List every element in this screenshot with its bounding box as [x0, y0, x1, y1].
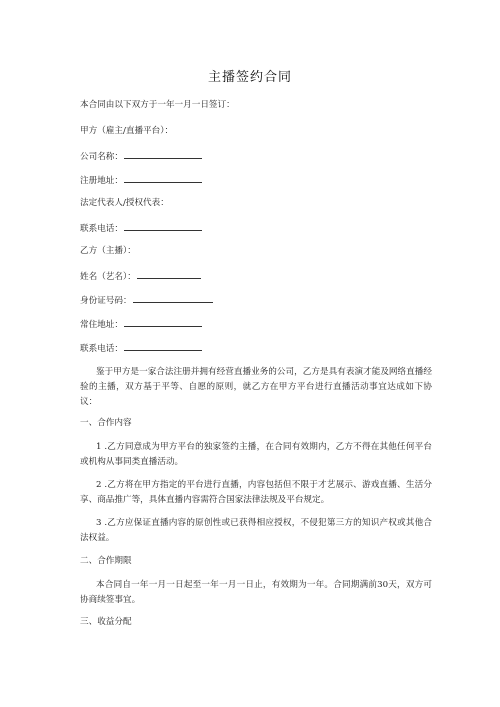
party-a-phone-label: 联系电话： — [80, 224, 123, 234]
stage-name-row — [80, 270, 201, 283]
company-name-label: 公司名称： — [80, 152, 123, 162]
registered-address-label: 注册地址： — [80, 176, 123, 186]
clause-1-3: 3 .乙方应保证直播内容的原创性或已获得相应授权，不侵犯第三方的知识产权或其他合法权益。 — [80, 518, 432, 543]
legal-rep-label: 法定代表人/授权代表： — [80, 198, 169, 208]
id-number-label: 身份证号码： — [80, 296, 132, 306]
party-a-phone-field[interactable] — [124, 222, 202, 231]
residence-address-label: 常住地址： — [80, 320, 123, 330]
section-2-heading: 二、合作期限 — [80, 556, 132, 566]
section-1-heading: 一、合作内容 — [80, 418, 132, 428]
section-3-heading: 三、收益分配 — [80, 617, 132, 627]
id-number-row — [80, 294, 213, 307]
stage-name-field[interactable] — [137, 270, 201, 279]
clause-1-1: 1 .乙方同意成为甲方平台的独家签约主播，在合同有效期内，乙方不得在其他任何平台或机构从事同类直播活动。 — [80, 442, 432, 467]
party-b-phone-field[interactable] — [124, 342, 202, 351]
clause-1-2: 2 .乙方将在甲方指定的平台进行直播，内容包括但不限于才艺展示、游戏直播、生活分享、商品推广等，具体直播内容需符合国家法律法规及平台规定。 — [80, 480, 432, 505]
term-paragraph: 本合同自一年一月一日起至一年一月一日止，有效期为一年。合同期满前30天，双方可协商续签事宜。 — [80, 580, 432, 605]
party-b-heading: 乙方（主播）： — [80, 246, 136, 256]
intro-line: 本合同由以下双方于一年一月一日签订： — [80, 100, 235, 110]
party-b-phone-row — [80, 342, 202, 355]
residence-address-row — [80, 318, 202, 331]
party-a-phone-row — [80, 222, 202, 235]
company-name-row — [80, 150, 202, 163]
id-number-field[interactable] — [133, 294, 213, 303]
company-name-field[interactable] — [124, 150, 202, 159]
preamble-paragraph: 鉴于甲方是一家合法注册并拥有经营直播业务的公司，乙方是具有表演才能及网络直播经验的主播，双方基于平等、自愿的原则，就乙方在甲方平台进行直播活动事宜达成如下协议： — [80, 367, 432, 407]
party-a-heading: 甲方（雇主/直播平台）： — [80, 126, 174, 136]
party-b-phone-label: 联系电话： — [80, 344, 123, 354]
registered-address-row — [80, 174, 202, 187]
residence-address-field[interactable] — [124, 318, 202, 327]
stage-name-label: 姓名（艺名）： — [80, 272, 136, 282]
page-title: 主播签约合同 — [207, 70, 292, 85]
registered-address-field[interactable] — [124, 174, 202, 183]
